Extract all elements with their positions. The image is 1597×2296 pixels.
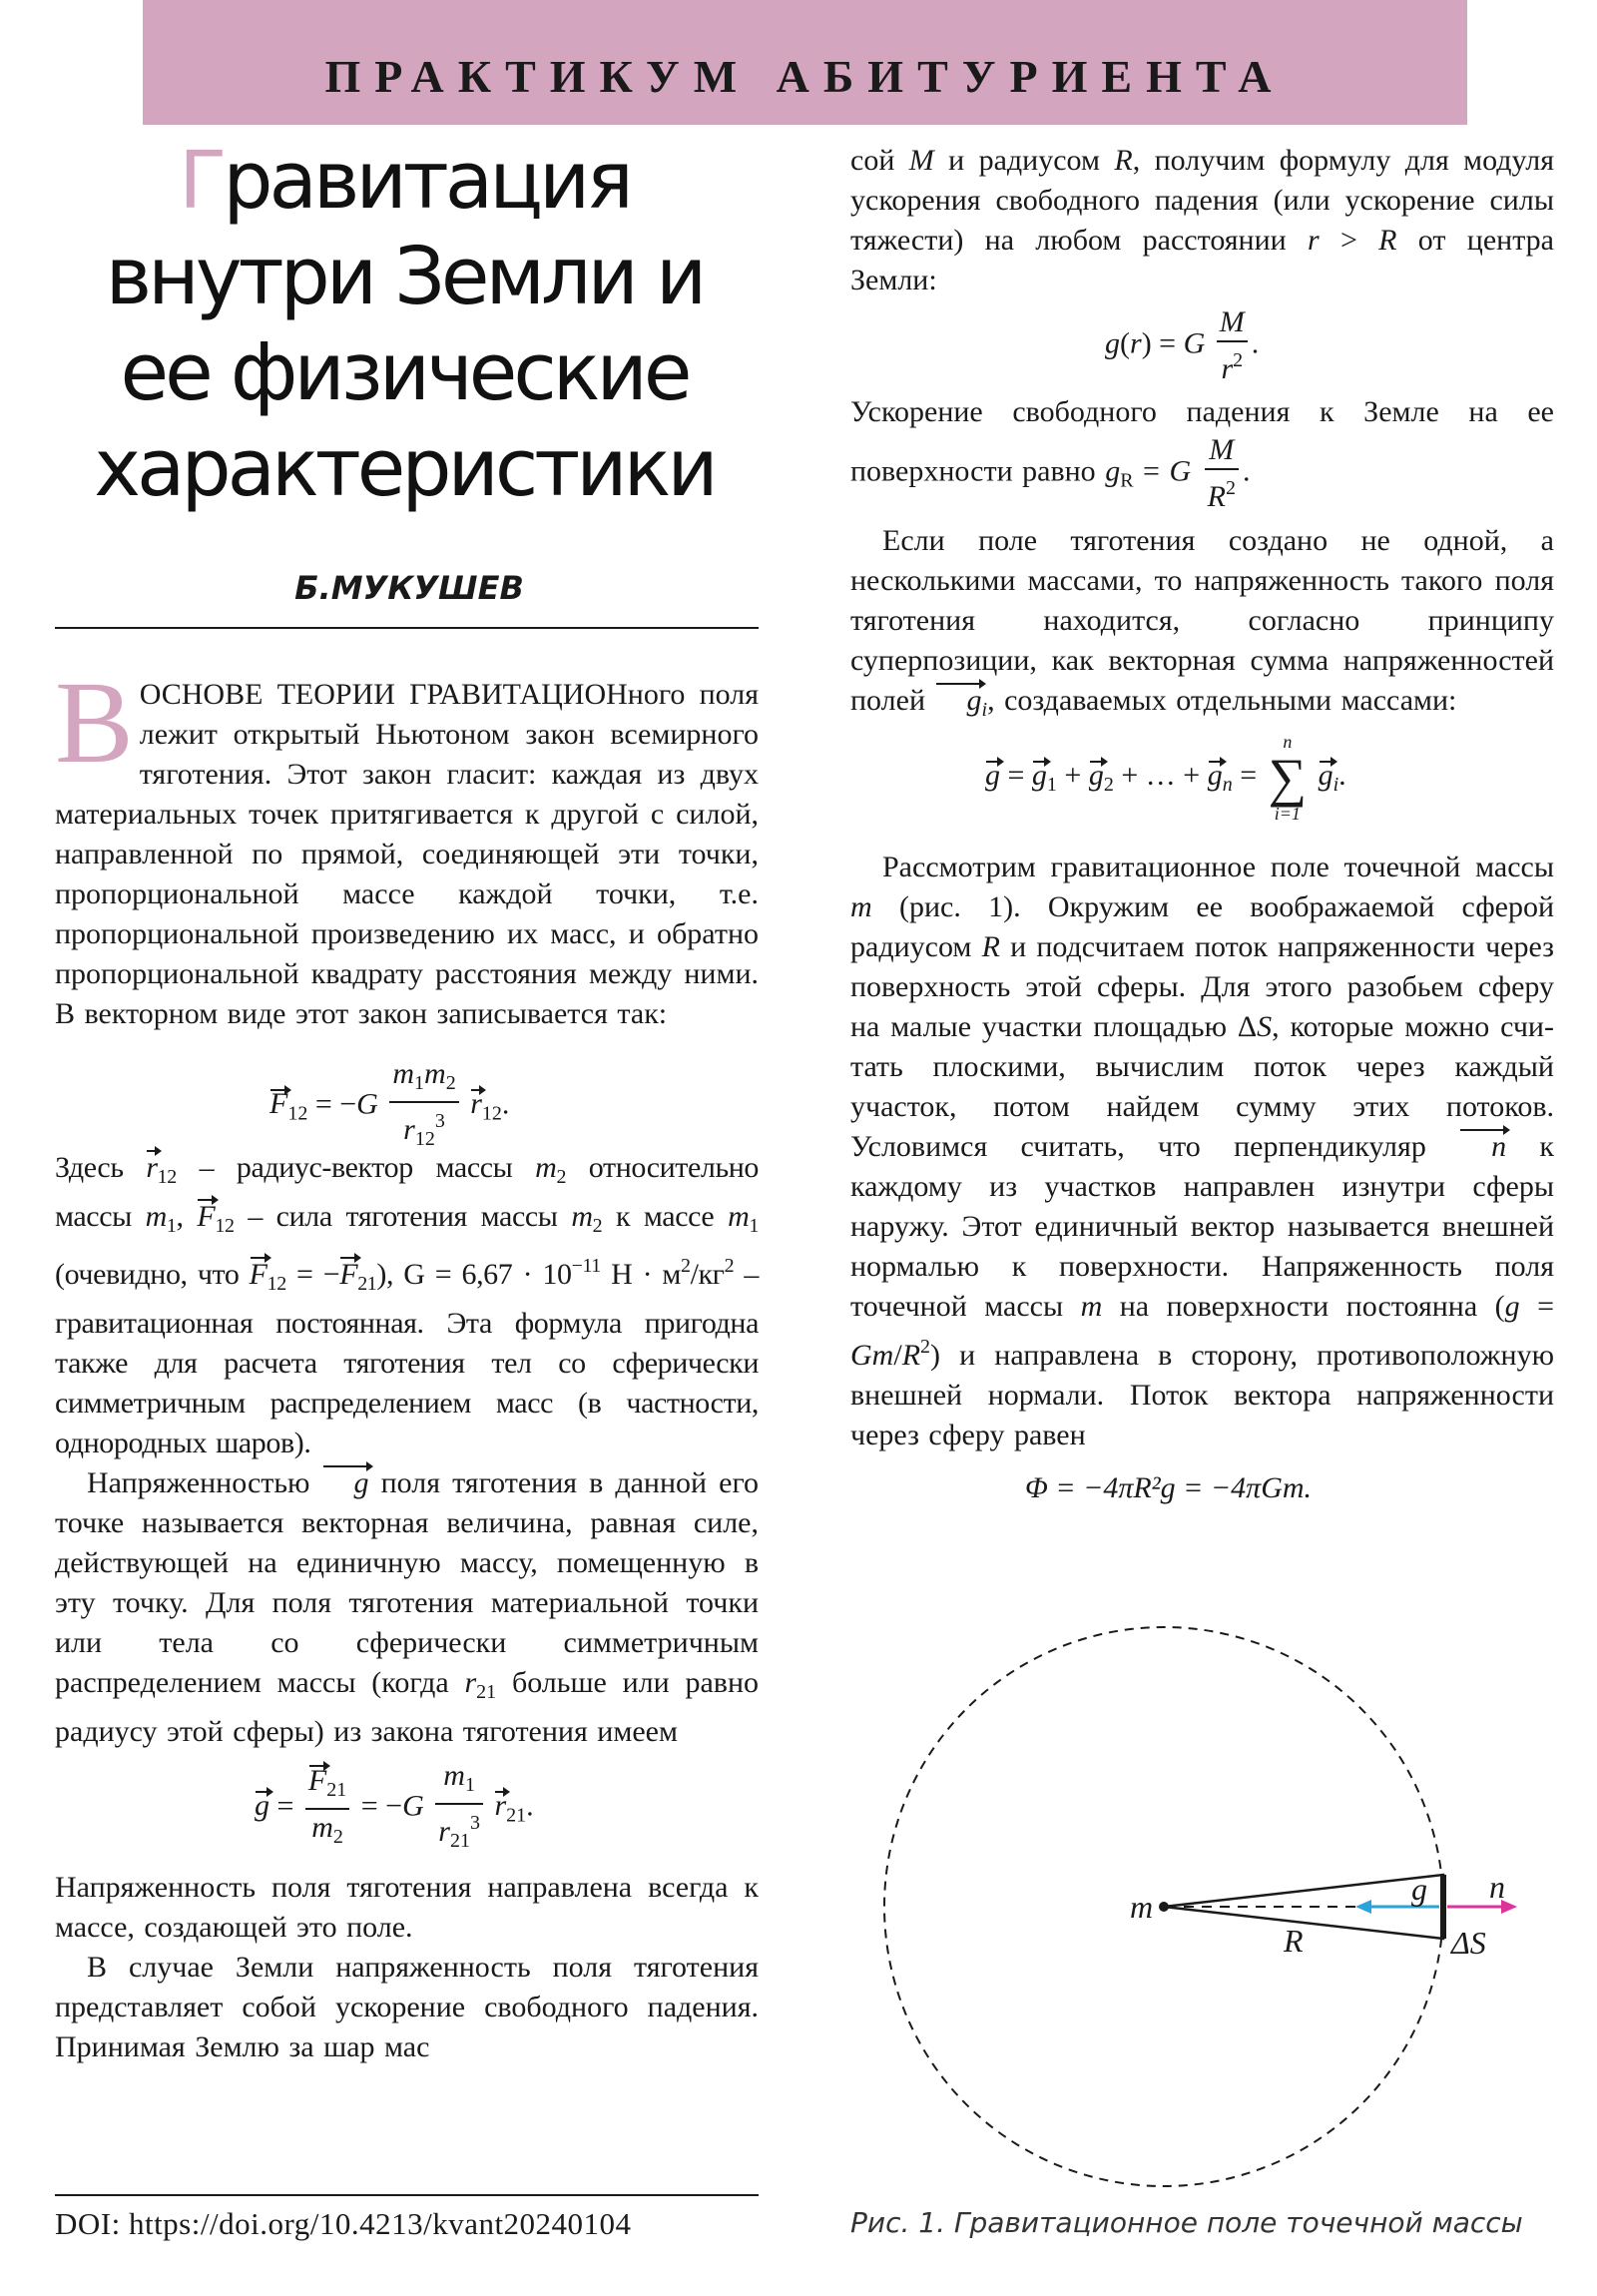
title-line-3: ее физические <box>120 326 689 418</box>
point-mass <box>1159 1902 1169 1912</box>
gravitational-field-figure <box>850 1622 1554 2191</box>
paragraph-earth-cont: сой M и радиусом R, получим формулу для модуля ускорения свободного падения (или ускорение силы тяжести) на любом расстоянии r > R от центра Земли: <box>850 144 1554 296</box>
left-column <box>55 657 760 2067</box>
g-vector-arrowhead <box>1355 1900 1371 1914</box>
formula-flux: Φ = −4πR²g = −4πGm. <box>1025 1471 1313 1504</box>
paragraph-surface-g: Ускорение свободного падения к Земле на ее поверхности равно $g_R = G$ $\frac{M}{R^2}$ . <box>850 395 1554 513</box>
paragraph-earth: В случае Земли напряженность поля тяготения представляет собой ускорение свободного падения. Принимая Землю за шар мас <box>55 1951 759 2063</box>
formula-field-strength: g = $\frac{F_{21}}{m_2}$ = −G $\frac{m_1}{r_{21}^3}$ $r_{21}$. <box>255 1759 534 1852</box>
label-delta-s: ΔS <box>1451 1925 1486 1961</box>
section-banner <box>143 0 1467 125</box>
title-initial: Г <box>179 135 224 227</box>
label-g: g <box>1411 1871 1427 1907</box>
label-m: m <box>1130 1889 1154 1925</box>
paragraph-field-strength: Напряженностью g поля тяготения в данной его точке называется векторная величина, равная силе, действующей на единичную массу, помещенную в эту точку. Для поля тяготения материальной точки или тела со сферически симметричным распределением массы (когда $r_{21}$ больше или равно радиусу этой сферы) из закона тяготения имеем <box>55 1463 759 1752</box>
formula-g-of-r: g(r) = G $\frac{M}{r^2}$ . <box>1105 305 1260 385</box>
paragraph-definitions: Здесь $r_{12}$ – радиус-вектор массы $m_2$ относительно массы $m_1$, $F_{12}$ – сила тяготения массы $m_2$ к массе $m_1$ (очевидно, что $F_{12} = -F_{21}$), $G = 6,67 \cdot 10^{-11}$ $Н \cdot м^2/кг^2$ – гравитационная постоянная. Эта формула пригодна также для расчета тяготения тел со сферически симметричным распределением масс (в частности, однородных шаров). <box>55 1148 759 1463</box>
title-divider <box>55 627 759 629</box>
section-title: ПРАКТИКУМ АБИТУРИЕНТА <box>324 51 1286 102</box>
drop-cap: В <box>55 657 134 788</box>
right-column <box>850 141 1554 1535</box>
article-title <box>55 133 754 516</box>
title-line-4: характеристики <box>94 422 715 514</box>
paragraph-direction: Напряженность поля тяготения направлена всегда к массе, создающей это поле. <box>55 1871 759 1944</box>
footer-divider <box>55 2194 759 2196</box>
title-line-1: равитация <box>223 135 630 227</box>
doi-link[interactable]: DOI: https://doi.org/10.4213/kvant20240104 <box>55 2206 632 2241</box>
formula-newton-law: $F_{12} = -G$ $\frac{m_1m_2}{r_{12}^3}$ $r_{12}$. <box>269 1057 510 1150</box>
figure-caption: Рис. 1. Гравитационное поле точечной массы <box>850 2206 1523 2239</box>
paragraph-intro: ВОСНОВЕ ТЕОРИИ ГРАВИТАЦИОНного поля лежит открытый Ньютоном закон всемирного тяготения. Этот закон гласит: каждая из двух материальных точек притягивается к другой с силой, направленной по прямой, соединяющей эти точки, пропорциональной массе каждой точки, т.е. пропорциональной произведению их масс, и обратно пропорциональной квадрату расстояния между ними. В векторном виде этот закон записывается так: <box>55 657 759 1030</box>
label-R: R <box>1284 1923 1304 1959</box>
title-line-2: внутри Земли и <box>105 231 704 322</box>
formula-superposition: $g = g_1 + g_2$ + … + $g_n$ = n ∑ i=1 $g_i$. <box>985 732 1346 824</box>
label-n: n <box>1489 1869 1505 1905</box>
paragraph-superposition: Если поле тяготения создано не одной, а несколькими массами, то напряженность такого поля тяготения находится, согласно принципу суперпозиции, как векторная сумма напряженностей полей $g_i$, создаваемых отдельными массами: <box>850 524 1554 721</box>
paragraph-flux: Рассмотрим гравитационное поле точечной массы m (рис. 1). Окружим ее воображаемой сферой радиусом R и подсчитаем поток напряженности через поверхность этой сферы. Для этого разобьем сферу на малые участки площадью ΔS, которые можно считать плоскими, вычислим поток через каждый участок, потом найдем сумму этих потоков. Условимся считать, что перпендикуляр n к каждому из участков направлен изнутри сферы наружу. Этот единичный вектор называется внешней нормалью к поверхности. Напряженность поля точечной массы m на поверхности постоянна $(g = Gm/R^2)$ и направлена в сторону, противоположную внешней нормали. Поток вектора напряженности через сферу равен <box>850 851 1555 1451</box>
author: Б.МУКУШЕВ <box>294 569 524 607</box>
